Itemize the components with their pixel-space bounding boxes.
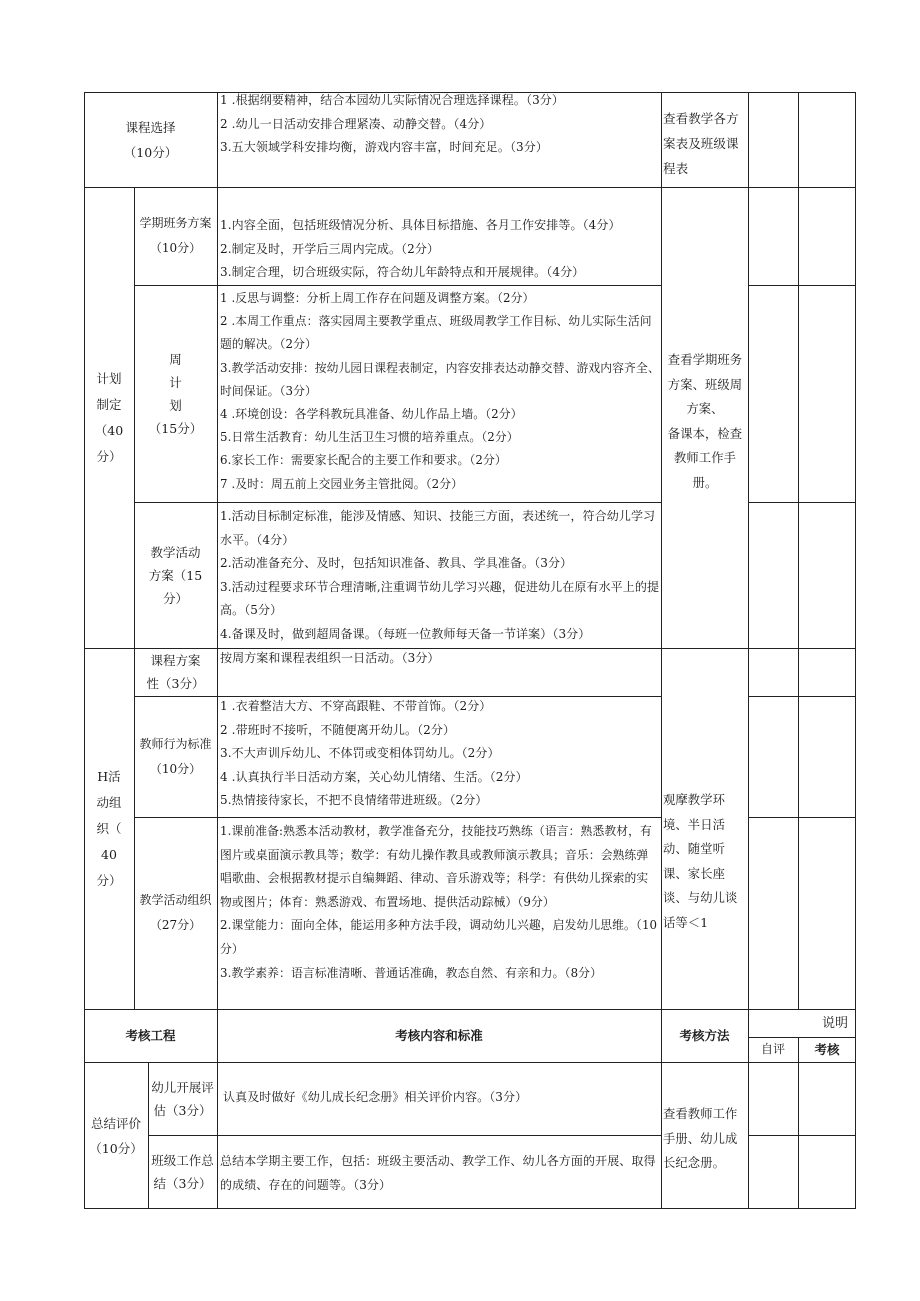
child-eval-label: 幼儿开展评 估（3分） xyxy=(151,1079,214,1118)
header-project: 考核工程 xyxy=(125,1028,176,1043)
child-eval-items: 认真及时做好《幼儿成长纪念册》相关评价内容。（3分） xyxy=(223,1090,528,1104)
weekly-plan-items: 1 .反思与调整：分析上周工作存在问题及调整方案。（2分） 2 .本周工作重点：落实园周主要教学重点、班级周教学工作目标、幼儿实际生活问题的解决。（2分） 3.教学活动安排：按幼儿园日课程表制定，内容安排表达动静交替、游戏内容齐全、时间保证。（3分） 4 .环境创设：各学科教玩具准备、幼儿作品上墙。（2分） 5.日常生活教育：幼儿生活卫生习惯的培养重点。（2分） 6.家长工作：需要家长配合的主要工作和要求。（2分） 7 .及时：周五前上交园业务主管批阅。（2分） xyxy=(220,291,660,491)
teaching-plan-label: 教学活动 方案（15 分） xyxy=(148,544,203,606)
course-selection-method: 查看教学各方案表及班级课程表 xyxy=(663,111,739,176)
teaching-org-items: 1.课前准备:熟悉本活动教材，教学准备充分，技能技巧熟练（语言：熟悉教材，有图片或桌面演示教具等；数学：有幼儿操作教具或教师演示教具；音乐：会熟练弹唱歌曲、会根据教材提示自编舞蹈、律动、音乐游戏等；科学：有供幼儿探索的实物或图片；体育：熟悉游戏、布置场地、提供活动踪械）（9分） 2.课堂能力：面向全体，能运用多种方法手段，调动幼儿兴趣，启发幼儿思维。（10分） 3.教学素养：语言标准清晰、普通话准确，教态自然、有亲和力。（8分） xyxy=(220,824,658,980)
class-summary-items: 总结本学期主要工作，包括：班级主要活动、教学工作、幼儿各方面的开展、取得的成绩、存在的问题等。（3分） xyxy=(220,1154,656,1192)
teacher-behavior-items: 1 .衣着整洁大方、不穿高跟鞋、不带首饰。（2分） 2 .带班时不接听，不随便离开幼儿。（2分） 3.不大声训斥幼儿、不体罚或变相体罚幼儿。（2分） 4 .认真执行半日活动方案，关心幼儿情绪、生活。（2分） 5.热情接待家长，不把不良情绪带进班级。（2分） xyxy=(220,699,528,808)
plan-label: 计划 制定 （40 分） xyxy=(94,370,124,464)
header-explain: 说明 xyxy=(821,1015,848,1031)
rule xyxy=(748,1135,856,1136)
activity-label: H活 动组 织（ 40 分） xyxy=(96,768,122,888)
class-summary-label: 班级工作总 结（3分） xyxy=(151,1152,214,1191)
rule-v xyxy=(798,92,799,1009)
header-content: 考核内容和标准 xyxy=(395,1028,483,1043)
course-selection-label: 课程选择 （10分） xyxy=(123,119,178,160)
assessment-table xyxy=(84,92,856,1209)
teaching-org-label: 教学活动组织 （27分） xyxy=(139,893,212,932)
rule xyxy=(748,502,856,503)
course-plan-items: 按周方案和课程表组织一日活动。（3分） xyxy=(220,651,440,665)
rule xyxy=(748,817,856,818)
header-self-eval: 自评 xyxy=(760,1042,785,1056)
semester-plan-items: 1.内容全面，包括班级情况分析、具体目标措施、各月工作安排等。（4分） 2.制定及时，开学后三周内完成。（2分） 3.制定合理，切合班级实际，符合幼儿年龄特点和开展规律。（4分） xyxy=(220,218,621,280)
teaching-plan-items: 1.活动目标制定标准，能涉及情感、知识、技能三方面，表述统一，符合幼儿学习水平。（4分） 2.活动准备充分、及时，包括知识准备、教具、学具准备。（3分） 3.活动过程要求环节合理清晰,注重调节幼儿学习兴趣，促进幼儿在原有水平上的提高。（5分） 4.备课及时，做到超周备课。（每班一位教师每天备一节详案）（3分） xyxy=(220,509,660,641)
plan-method: 查看学期班务方案、班级周方案、 备课本，检查教师工作手册。 xyxy=(667,353,743,490)
weekly-plan-label: 周 计 划 （15分） xyxy=(148,351,203,436)
teacher-behavior-label: 教师行为标准 （10分） xyxy=(139,736,212,776)
rule xyxy=(748,696,856,697)
rule xyxy=(148,1135,661,1136)
activity-method: 观摩教学环境、半日活动、随堂听课、家长座谈、与幼儿谈话等＜1 xyxy=(663,793,738,930)
header-assess: 考核 xyxy=(814,1042,840,1057)
semester-plan-label: 学期班务方案 （10分） xyxy=(139,216,212,255)
course-selection-items: 1 .根据纲要精神，结合本园幼儿实际情况合理选择课程。（3分） 2 .幼儿一日活动安排合理紧凑、动静交替。（4分） 3.五大领域学科安排均衡，游戏内容丰富，时间充足。（3分） xyxy=(220,93,565,155)
border-bottom xyxy=(84,1208,856,1209)
header-method: 考核方法 xyxy=(679,1028,730,1043)
summary-method: 查看教师工作手册、幼儿成长纪念册。 xyxy=(663,1107,738,1170)
rule-v xyxy=(798,1037,799,1209)
rule xyxy=(748,285,856,286)
course-plan-label: 课程方案 性（3分） xyxy=(146,653,205,691)
summary-label: 总结评价 （10分） xyxy=(89,1115,143,1156)
